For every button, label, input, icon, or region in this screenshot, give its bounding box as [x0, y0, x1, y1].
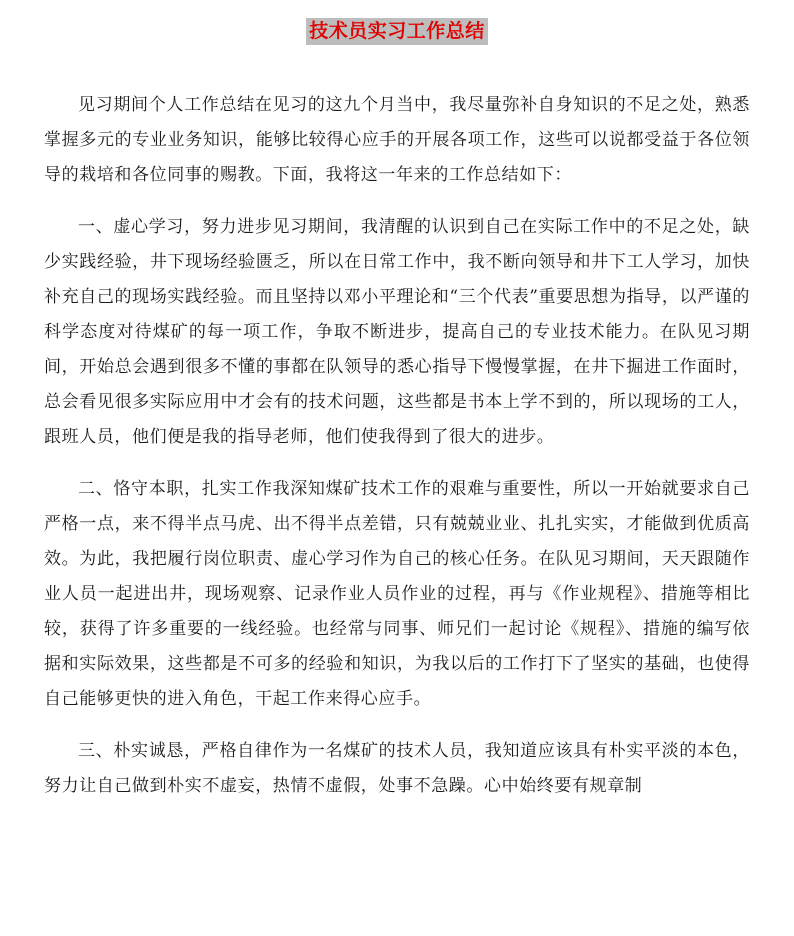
title-container: [0, 18, 794, 45]
paragraph-section-1: 一、虚心学习，努力进步见习期间，我清醒的认识到自己在实际工作中的不足之处，缺少实践经验，井下现场经验匮乏，所以在日常工作中，我不断向领导和井下工人学习，加快补充自己的现场实践经验。而且坚持以邓小平理论和“三个代表”重要思想为指导，以严谨的科学态度对待煤矿的每一项工作，争取不断进步，提高自己的专业技术能力。在队见习期间，开始总会遇到很多不懂的事都在队领导的悉心指导下慢慢掌握，在井下掘进工作面时，总会看见很多实际应用中才会有的技术问题，这些都是书本上学不到的，所以现场的工人，跟班人员，他们便是我的指导老师，他们使我得到了很大的进步。: [44, 217, 750, 447]
document-body: [44, 88, 750, 821]
paragraph-intro: 见习期间个人工作总结在见习的这九个月当中，我尽量弥补自身知识的不足之处，熟悉掌握多元的专业业务知识，能够比较得心应手的开展各项工作，这些可以说都受益于各位领导的栽培和各位同事的赐教。下面，我将这一年来的工作总结如下：: [44, 95, 750, 185]
document-title: 技术员实习工作总结: [306, 18, 488, 45]
paragraph-section-3: 三、朴实诚恳，严格自律作为一名煤矿的技术人员，我知道应该具有朴实平淡的本色，努力让自己做到朴实不虚妄，热情不虚假，处事不急躁。心中始终要有规章制: [44, 741, 750, 796]
paragraph-section-2: 二、恪守本职，扎实工作我深知煤矿技术工作的艰难与重要性，所以一开始就要求自己严格一点，来不得半点马虎、出不得半点差错，只有兢兢业业、扎扎实实，才能做到优质高效。为此，我把履行岗位职责、虚心学习作为自己的核心任务。在队见习期间，天天跟随作业人员一起进出井，现场观察、记录作业人员作业的过程，再与《作业规程》、措施等相比较，获得了许多重要的一线经验。也经常与同事、师兄们一起讨论《规程》、措施的编写依据和实际效果，这些都是不可多的经验和知识，为我以后的工作打下了坚实的基础，也使得自己能够更快的进入角色，干起工作来得心应手。: [44, 479, 750, 709]
